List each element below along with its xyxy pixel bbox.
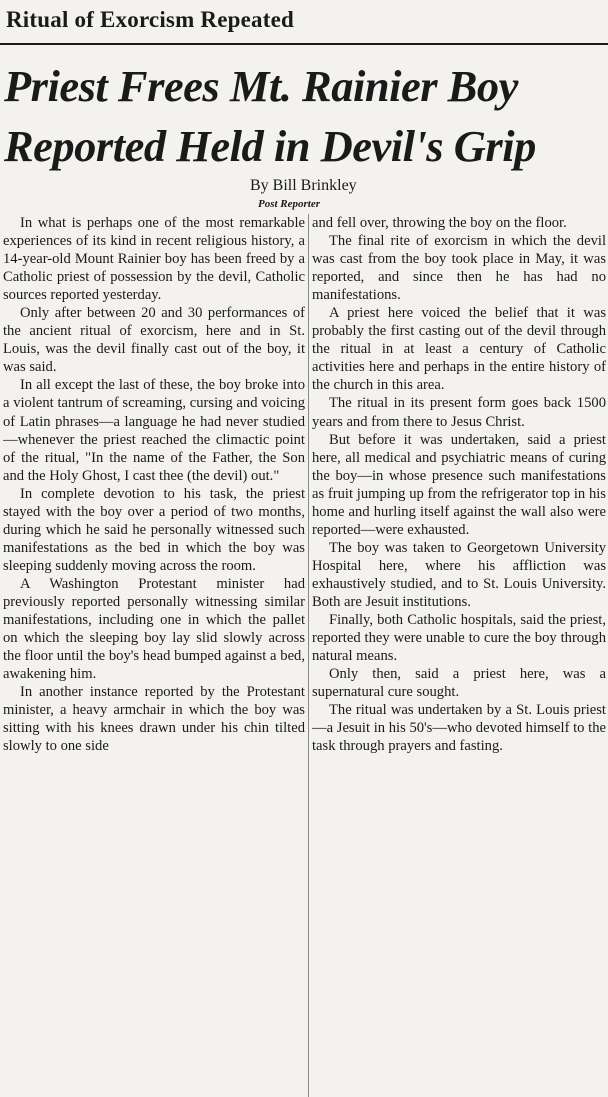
article-paragraph: The final rite of exorcism in which the devil was cast from the boy took place in May, it was reported, and since then he has had no manifestations.	[312, 233, 606, 304]
kicker-rule	[0, 43, 608, 45]
article-paragraph: Only then, said a priest here, was a supernatural cure sought.	[312, 666, 606, 701]
article-paragraph: The boy was taken to Georgetown University Hospital here, where his affliction was exhaustively studied, and to St. Louis University. Both are Jesuit institutions.	[312, 539, 606, 610]
article-paragraph: Only after between 20 and 30 performances of the ancient ritual of exorcism, here and in St. Louis, was the devil finally cast out of the boy, it was said.	[3, 305, 305, 376]
article-paragraph-continuation: and fell over, throwing the boy on the floor.	[312, 215, 567, 231]
article-paragraph: The ritual was undertaken by a St. Louis priest—a Jesuit in his 50's—who devoted himself to the task through prayers and fasting.	[312, 702, 606, 755]
article-paragraph: But before it was undertaken, said a priest here, all medical and psychiatric means of curing the boy—in whose presence such manifestations as fruit jumping up from the refrigerator top in his home and hurling itself against the wall also were reported—were exhausted.	[312, 431, 606, 538]
headline-line-2: Reported Held in Devil's Grip	[4, 121, 536, 171]
article-column-right	[312, 214, 606, 1097]
article-paragraph: In all except the last of these, the boy broke into a violent tantrum of screaming, cursing and voicing of Latin phrases—a language he had never studied—whenever the priest reached the climactic point of the ritual, "In the name of the Father, the Son and the Holy Ghost, I cast thee (the devil) out."	[3, 377, 305, 484]
headline-line-1: Priest Frees Mt. Rainier Boy	[4, 61, 518, 111]
article-paragraph: A Washington Protestant minister had previously reported personally witnessing similar manifestations, including one in which the pallet on which the sleeping boy lay slid slowly across the floor until the boy's head bumped against a bed, awakening him.	[3, 575, 305, 683]
article-paragraph: A priest here voiced the belief that it was probably the first casting out of the devil through the ritual in at least a century of Catholic activities here and perhaps in the entire history of the church in this area.	[312, 305, 606, 394]
headline	[4, 56, 604, 176]
reporter-credit: Post Reporter	[258, 198, 321, 210]
article-paragraph: In another instance reported by the Protestant minister, a heavy armchair in which the boy was sitting with his knees drawn under his chin tilted slowly to one side	[3, 684, 305, 755]
column-divider	[308, 214, 309, 1097]
article-paragraph: In complete devotion to his task, the priest stayed with the boy over a period of two months, during which he said he personally witnessed such manifestations as the bed in which the boy was sleeping suddenly moving across the room.	[3, 485, 305, 574]
article-paragraph: In what is perhaps one of the most remarkable experiences of its kind in recent religious history, a 14-year-old Mount Rainier boy has been freed by a Catholic priest of possession by the devil, Catholic sources reported yesterday.	[3, 215, 305, 304]
kicker-headline: Ritual of Exorcism Repeated	[6, 7, 294, 32]
article-column-left	[3, 214, 305, 1097]
article-paragraph: The ritual in its present form goes back 1500 years and from there to Jesus Christ.	[312, 395, 606, 430]
article-paragraph: Finally, both Catholic hospitals, said the priest, reported they were unable to cure the boy through natural means.	[312, 612, 606, 665]
byline: By Bill Brinkley	[250, 177, 357, 194]
